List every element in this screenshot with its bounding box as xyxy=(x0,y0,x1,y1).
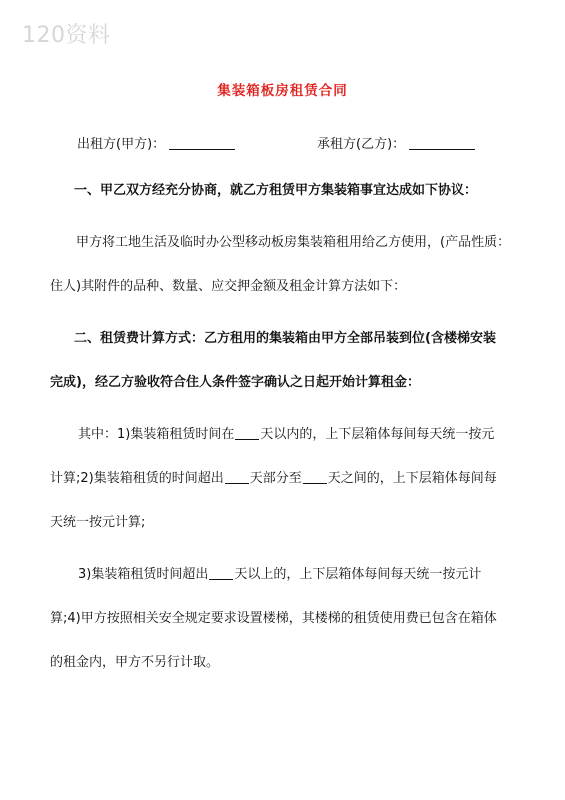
clause-2-text-line-4 xyxy=(78,566,548,584)
clause-2-text-line-3: 天统一按元计算; xyxy=(50,515,146,530)
days-blank xyxy=(235,427,259,440)
clause-1-heading: 一、甲乙双方经充分协商，就乙方租赁甲方集装箱事宜达成如下协议： xyxy=(74,183,478,198)
lessee-field xyxy=(317,133,475,152)
lessor-blank xyxy=(169,136,235,150)
lessee-label: 承租方(乙方)： xyxy=(317,137,406,152)
document-title: 集装箱板房租赁合同 xyxy=(217,83,348,99)
text-segment: 天部分至 xyxy=(249,471,302,486)
text-segment: 3)集装箱租赁时间超出 xyxy=(78,567,209,582)
days-blank xyxy=(209,567,233,580)
text-segment: 天以内的，上下层箱体每间每天统一按元 xyxy=(260,427,495,442)
text-segment: 天之间的，上下层箱体每间每 xyxy=(327,471,497,486)
clause-1-text-line-1: 甲方将工地生活及临时办公型移动板房集装箱租用给乙方使用，(产品性质： xyxy=(76,235,511,250)
clause-2-text-line-6: 的租金内，甲方不另行计取。 xyxy=(50,655,220,670)
lessee-blank xyxy=(409,136,475,150)
text-segment: 计算;2)集装箱租赁的时间超出 xyxy=(50,471,224,486)
clause-2-heading-line-2: 完成)，经乙方验收符合住人条件签字确认之日起开始计算租金： xyxy=(50,375,420,390)
watermark-text: 120资料 xyxy=(22,23,111,48)
clause-2-heading-line-1: 二、租赁费计算方式：乙方租用的集装箱由甲方全部吊装到位(含楼梯安装 xyxy=(74,331,496,346)
days-blank xyxy=(303,471,327,484)
clause-1-text-line-2: 住人)其附件的品种、数量、应交押金额及租金计算方法如下： xyxy=(50,279,407,294)
days-blank xyxy=(225,471,249,484)
text-segment: 其中：1)集装箱租赁时间在 xyxy=(78,427,235,442)
lessor-field xyxy=(77,133,235,152)
clause-2-text-line-5: 算;4)甲方按照相关安全规定要求设置楼梯，其楼梯的租赁使用费已包含在箱体 xyxy=(50,611,497,626)
text-segment: 天以上的，上下层箱体每间每天统一按元计 xyxy=(234,567,482,582)
clause-2-text-line-2 xyxy=(50,470,520,488)
lessor-label: 出租方(甲方)： xyxy=(77,137,166,152)
clause-2-text-line-1 xyxy=(78,426,548,444)
